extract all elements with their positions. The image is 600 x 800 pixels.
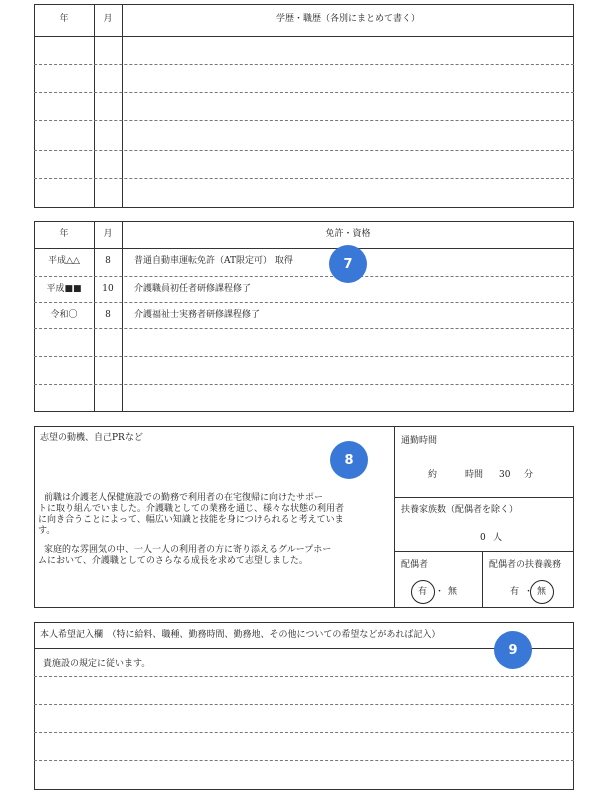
education-row-line [34,64,574,65]
license-row-line [34,328,574,329]
wishes-row-line [34,732,574,733]
license-row-text: 普通自動車運転免許（AT限定可） 取得 [134,256,293,266]
spouse-support-no: 無 [537,587,547,597]
motivation-title: 志望の動機、自己PRなど [40,433,143,443]
license-header-year: 年 [59,229,69,239]
education-header-divider [34,36,574,37]
motivation-line: す。 [38,526,56,536]
commute-divider [394,497,574,498]
commute-label: 通勤時間 [401,436,438,446]
education-row-line [34,92,574,93]
motivation-line: ムにおいて、介護職としてのさらなる成長を求めて志望しました。 [38,556,308,566]
motivation-line: トに取り組んでいました。介護職としての業務を通じ、様々な状態の利用者 [38,504,345,514]
license-row-month: 8 [105,310,111,320]
license-header-divider [34,248,574,249]
commute-approx: 約 [428,470,438,480]
wishes-title: 本人希望記入欄 （特に給料、職種、勤務時間、勤務地、その他についての希望などがあれば記入） [40,630,441,640]
license-row-line [34,302,574,303]
commute-minutes-label: 分 [524,470,534,480]
wishes-header-divider [34,648,574,649]
spouse-support-yes: 有 [510,587,520,597]
commute-minutes: 30 [499,470,511,480]
license-row-year: 令和〇 [50,310,78,320]
education-row-line [34,150,574,151]
wishes-row-line [34,676,574,677]
wishes-line-1: 貴施設の規定に従います。 [43,659,151,669]
wishes-row-line [34,704,574,705]
license-row-month: 8 [105,256,111,266]
motivation-line: に向き合うことによって、幅広い知識と技能を身につけられると考えていま [38,515,344,525]
spouse-support-label: 配偶者の扶養義務 [489,560,562,570]
license-header-month: 月 [103,229,113,239]
spouse-label: 配偶者 [401,560,429,570]
motivation-line: 前職は介護老人保健施設での勤務で利用者の在宅復帰に向けたサポー [44,493,324,503]
motivation-paragraph-2 [38,545,332,567]
license-header-title: 免許・資格 [325,229,371,239]
education-header-title: 学歴・職歴（各別にまとめて書く） [275,14,420,24]
annotation-badge-9: 9 [494,631,532,669]
dependents-label: 扶養家族数（配偶者を除く） [401,505,519,515]
license-row-line [34,384,574,385]
education-row-line [34,120,574,121]
dependents-divider [394,551,574,552]
commute-hours-label: 時間 [465,470,484,480]
annotation-badge-8: 8 [330,441,368,479]
license-row-year: 平成△△ [48,256,80,266]
motivation-divider [394,426,395,608]
dependents-unit: 人 [493,533,503,543]
wishes-row-line [34,760,574,761]
spouse-divider [482,551,483,608]
license-row-line [34,356,574,357]
education-header-year: 年 [59,14,69,24]
license-row-year: 平成■■ [46,284,82,294]
education-header-month: 月 [103,14,113,24]
license-row-line [34,276,574,277]
license-row-text: 介護福祉士実務者研修課程修了 [134,310,261,320]
education-row-line [34,178,574,179]
license-row-month: 10 [102,284,114,294]
annotation-badge-7: 7 [329,245,367,283]
license-row-text: 介護職員初任者研修課程修了 [134,284,252,294]
spouse-yes: 有 [418,587,428,597]
spouse-support-sep: ・ [524,587,534,597]
motivation-line: 家庭的な雰囲気の中、一人一人の利用者の方に寄り添えるグループホー [44,545,332,555]
dependents-count: 0 [480,533,486,543]
spouse-sep: ・ [435,587,445,597]
motivation-paragraph-1 [38,493,345,537]
spouse-no: 無 [448,587,458,597]
